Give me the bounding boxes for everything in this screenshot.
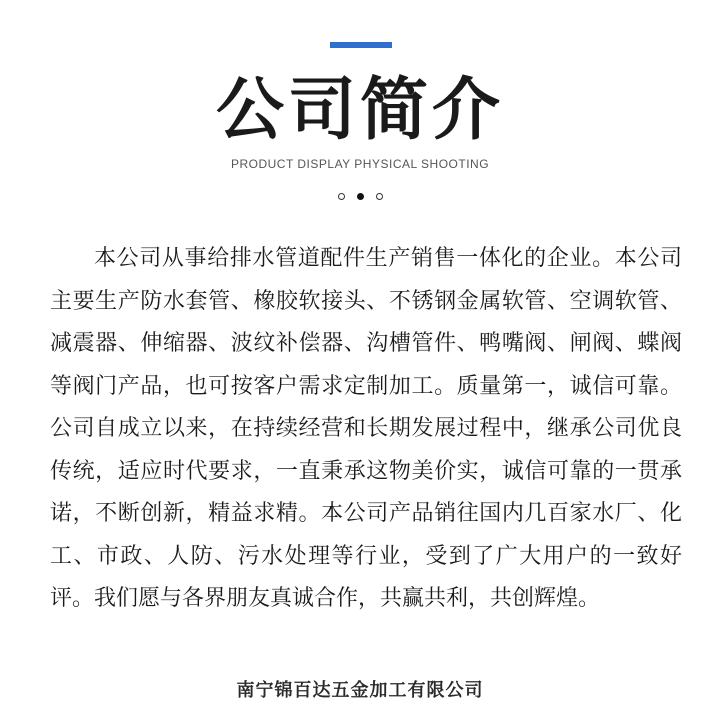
pagination-dots <box>0 193 720 200</box>
company-description: 本公司从事给排水管道配件生产销售一体化的企业。本公司主要生产防水套管、橡胶软接头、不锈钢金属软管、空调软管、减震器、伸缩器、波纹补偿器、沟槽管件、鸭嘴阀、闸阀、蝶阀等阀门产品，也可按客户需求定制加工。质量第一，诚信可靠。公司自成立以来，在持续经营和长期发展过程中，继承公司优良传统，适应时代要求，一直秉承这物美价实，诚信可靠的一贯承诺，不断创新，精益求精。本公司产品销往国内几百家水厂、化工、市政、人防、污水处理等行业，受到了广大用户的一致好评。我们愿与各界朋友真诚合作，共赢共利，共创辉煌。 <box>50 246 682 611</box>
page-subtitle: PRODUCT DISPLAY PHYSICAL SHOOTING <box>230 157 490 171</box>
title-accent-bar <box>330 42 392 48</box>
pagination-dot-2[interactable] <box>357 193 364 200</box>
company-name: 南宁锦百达五金加工有限公司 <box>236 680 484 701</box>
pagination-dot-1[interactable] <box>338 193 345 200</box>
pagination-dot-3[interactable] <box>376 193 383 200</box>
page-title: 公司简介 <box>215 71 504 150</box>
